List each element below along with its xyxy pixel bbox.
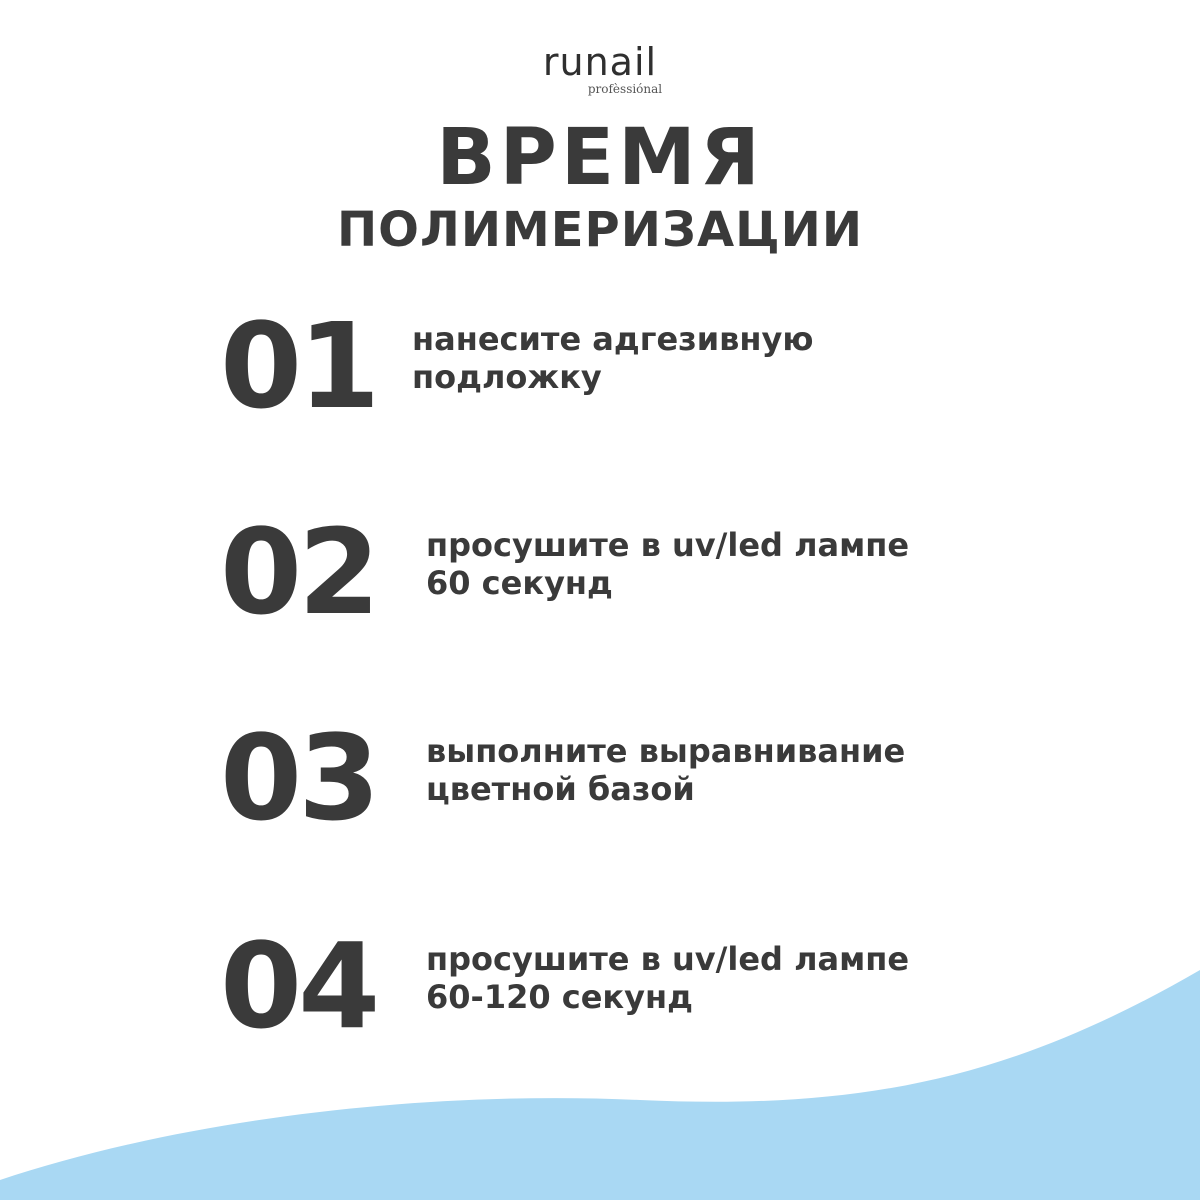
- step-3: [220, 709, 1040, 847]
- brand-logo: [0, 40, 1200, 96]
- step-description: [426, 526, 909, 602]
- step-text-line: 60-120 секунд: [426, 978, 693, 1016]
- step-number: 04: [220, 917, 377, 1055]
- step-number: 01: [220, 297, 377, 435]
- step-text-line: цветной базой: [426, 770, 695, 808]
- step-description: [426, 732, 905, 808]
- wave-shape: [0, 970, 1200, 1200]
- step-number: 03: [220, 709, 377, 847]
- step-text-line: выполните выравнивание: [426, 732, 906, 770]
- step-number: 02: [220, 503, 377, 641]
- step-text-line: просушите в uv/led лампе: [426, 940, 910, 978]
- logo-tagline: profèssiónal: [587, 82, 663, 96]
- step-description: [412, 320, 814, 396]
- step-1: [220, 297, 1040, 435]
- page-subtitle: ПОЛИМЕРИЗАЦИИ: [336, 202, 864, 258]
- logo-wordmark: runail: [542, 40, 658, 84]
- step-text-line: нанесите адгезивную: [412, 320, 814, 358]
- step-2: [220, 503, 1040, 641]
- page-title: ВРЕМЯ: [436, 113, 764, 203]
- step-text-line: подложку: [412, 358, 602, 396]
- step-text-line: 60 секунд: [426, 564, 613, 602]
- decorative-wave: [0, 970, 1200, 1200]
- step-text-line: просушите в uv/led лампе: [426, 526, 910, 564]
